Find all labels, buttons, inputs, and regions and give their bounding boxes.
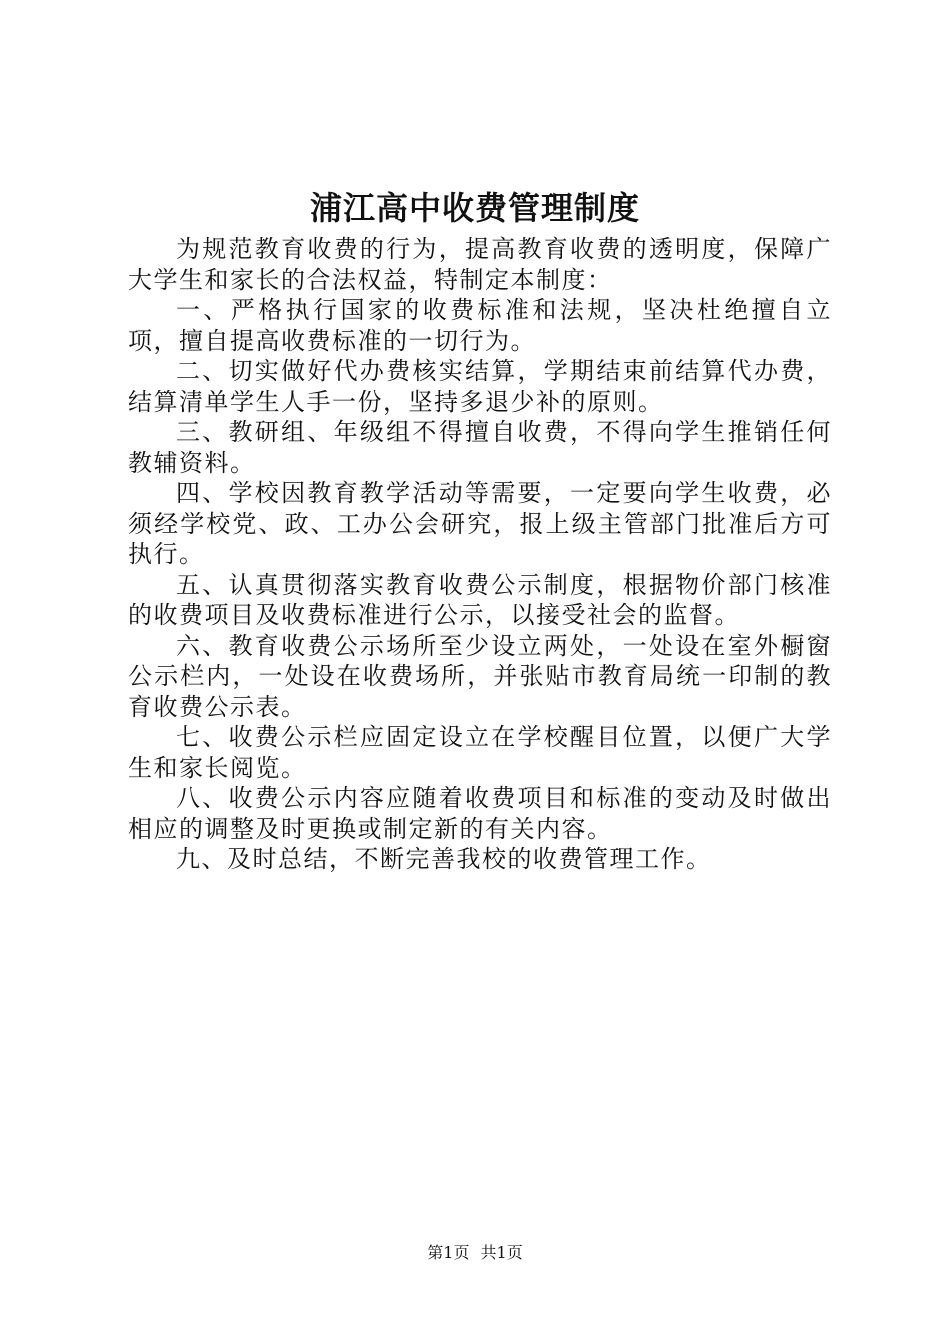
document-body bbox=[128, 234, 832, 875]
paragraph-item-2: 二、切实做好代办费核实结算，学期结束前结算代办费，结算清单学生人手一份，坚持多退少补的原则。 bbox=[128, 357, 832, 416]
paragraph-item-4: 四、学校因教育教学活动等需要，一定要向学生收费，必须经学校党、政、工办公会研究，报上级主管部门批准后方可执行。 bbox=[128, 479, 832, 568]
page-number-current: 第1页 bbox=[427, 1243, 470, 1262]
page-number-total: 共1页 bbox=[480, 1243, 523, 1262]
page-footer bbox=[0, 1242, 950, 1264]
paragraph-item-8: 八、收费公示内容应随着收费项目和标准的变动及时做出相应的调整及时更换或制定新的有关内容。 bbox=[128, 784, 832, 843]
paragraph-intro: 为规范教育收费的行为，提高教育收费的透明度，保障广大学生和家长的合法权益，特制定本制度： bbox=[128, 235, 832, 294]
paragraph-item-7: 七、收费公示栏应固定设立在学校醒目位置，以便广大学生和家长阅览。 bbox=[128, 723, 832, 782]
paragraph-item-1: 一、严格执行国家的收费标准和法规，坚决杜绝擅自立项，擅自提高收费标准的一切行为。 bbox=[128, 296, 832, 355]
paragraph-item-5: 五、认真贯彻落实教育收费公示制度，根据物价部门核准的收费项目及收费标准进行公示，以接受社会的监督。 bbox=[128, 570, 832, 629]
paragraph-item-9: 九、及时总结，不断完善我校的收费管理工作。 bbox=[176, 845, 712, 873]
paragraph-item-6: 六、教育收费公示场所至少设立两处，一处设在室外橱窗公示栏内，一处设在收费场所，并张贴市教育局统一印制的教育收费公示表。 bbox=[128, 631, 832, 721]
document-title: 浦江高中收费管理制度 bbox=[309, 189, 640, 227]
paragraph-item-3: 三、教研组、年级组不得擅自收费，不得向学生推销任何教辅资料。 bbox=[128, 418, 832, 477]
